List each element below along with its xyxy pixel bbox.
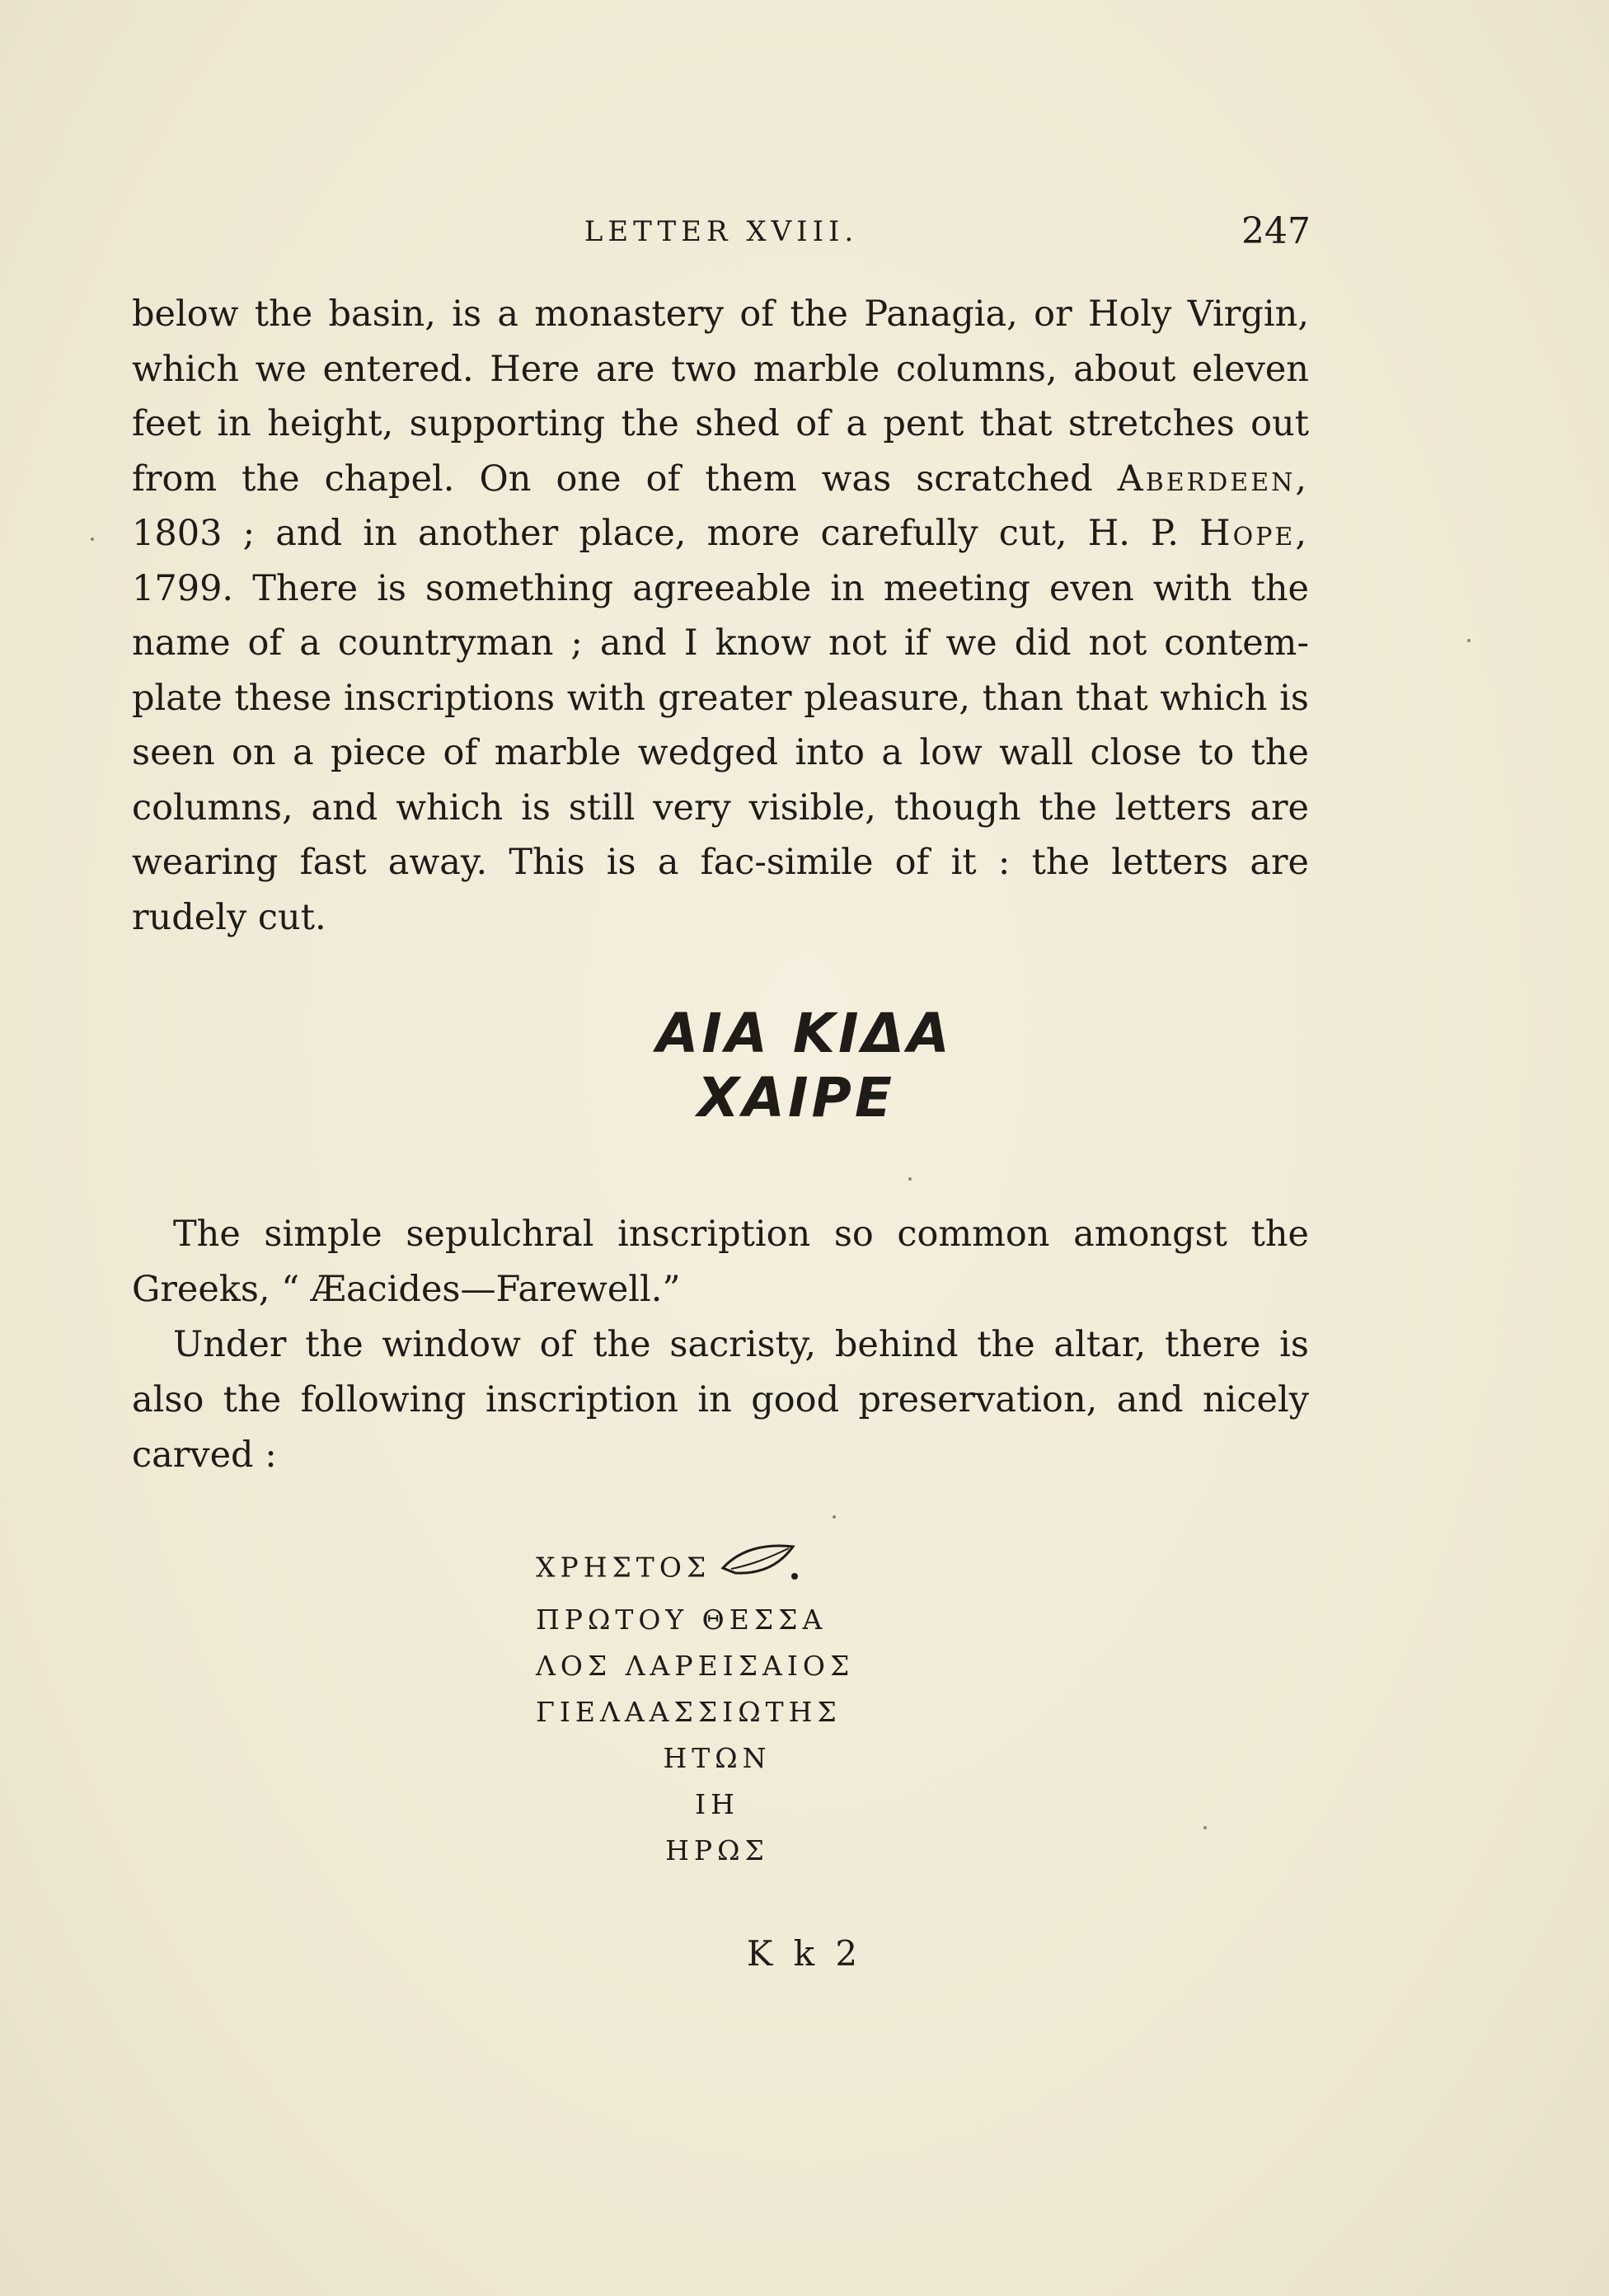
- greek-inscription: [536, 1542, 948, 1874]
- text-line: [132, 452, 1309, 507]
- text-line: plate these inscriptions with greater pleasure, than that which is: [132, 677, 1309, 719]
- facsimile-line-1: AIA KIΔA: [656, 1002, 953, 1065]
- text-line: seen on a piece of marble wedged into a low wall close to the: [132, 732, 1309, 773]
- inscription-line: ΠΡΩΤΟΥ ΘΕΣΣΑ: [536, 1603, 828, 1636]
- text-line: [132, 506, 1309, 561]
- running-head: LETTER XVIII.: [584, 215, 859, 248]
- text-line-part: from the chapel. On one of them was scratched: [132, 458, 1093, 500]
- inscription-line: ΙΗ: [695, 1788, 739, 1820]
- text-line: carved :: [132, 1434, 277, 1476]
- text-line: feet in height, supporting the shed of a pent that stretches out: [132, 403, 1309, 444]
- inscription-line: [536, 1542, 948, 1597]
- leaf-glyph-icon: [719, 1542, 801, 1597]
- name-hope: Hope,: [1199, 513, 1309, 554]
- text-line: name of a countryman ; and I know not if we did not contem-: [132, 622, 1309, 664]
- paper-speck: [833, 1515, 836, 1519]
- facsimile-inscription: [0, 1002, 1609, 1130]
- inscription-line: ΓΙΕΛΑΑΣΣΙΩΤΗΣ: [536, 1696, 842, 1728]
- inscription-line: ΗΡΩΣ: [665, 1834, 769, 1866]
- page-number: 247: [1241, 210, 1311, 252]
- text-line: also the following inscription in good preservation, and nicely: [132, 1379, 1309, 1420]
- text-line: which we entered. Here are two marble columns, about eleven: [132, 348, 1309, 390]
- inscription-text: ΧΡΗΣΤΟΣ: [536, 1551, 711, 1584]
- text-line: wearing fast away. This is a fac-simile of it : the letters are: [132, 842, 1309, 883]
- name-aberdeen: Aberdeen,: [1117, 458, 1309, 500]
- paper-speck: [908, 1177, 912, 1181]
- text-line: Under the window of the sacristy, behind the altar, there is: [173, 1324, 1309, 1365]
- text-line: columns, and which is still very visible, though the letters are: [132, 786, 1309, 829]
- inscription-line: ΗΤΩΝ: [663, 1742, 772, 1774]
- text-line: below the basin, is a monastery of the Panagia, or Holy Virgin,: [132, 293, 1309, 335]
- text-line: rudely cut.: [132, 896, 326, 938]
- page-header: [132, 210, 1311, 260]
- inscription-line: ΛΟΣ ΛΑΡΕΙΣΑΙΟΣ: [536, 1650, 855, 1682]
- text-line: Greeks, “ Æacides—Farewell.”: [132, 1269, 681, 1310]
- paper-speck: [1467, 639, 1471, 642]
- text-line-part: 1803 ; and in another place, more carefully cut, H. P.: [132, 513, 1179, 554]
- paragraphs-2-3: [132, 1207, 1309, 1483]
- paper-speck: [1203, 1826, 1207, 1829]
- paragraph-1: [132, 287, 1309, 945]
- text-line: 1799. There is something agreeable in meeting even with the: [132, 567, 1309, 609]
- text-line: The simple sepulchral inscription so common amongst the: [173, 1214, 1309, 1255]
- facsimile-line-2: XAIPE: [697, 1066, 895, 1129]
- paper-speck: [91, 538, 94, 541]
- signature-mark: K k 2: [746, 1933, 863, 1974]
